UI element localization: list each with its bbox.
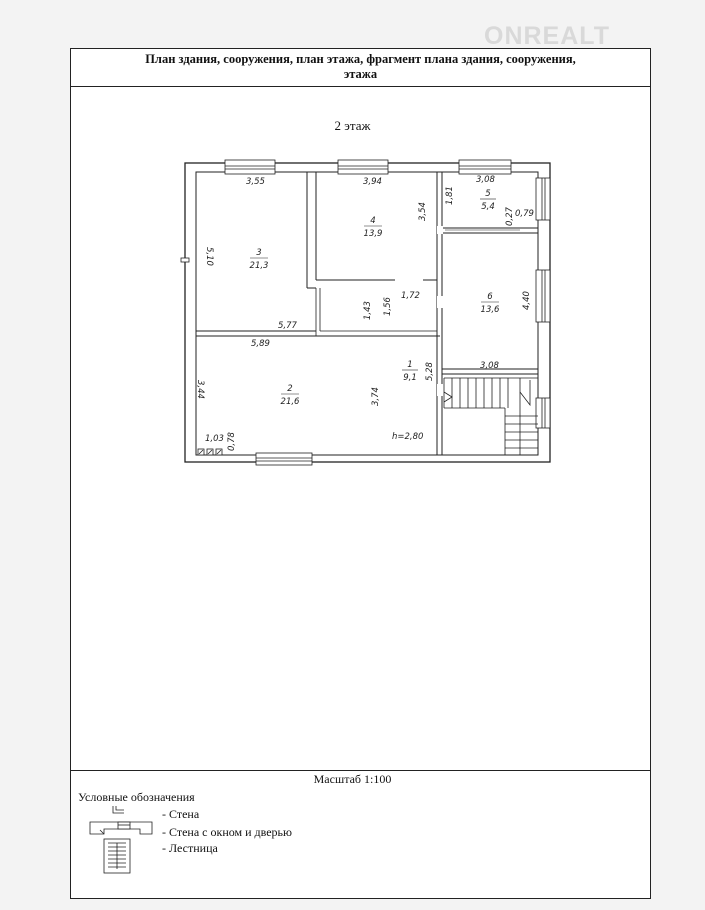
dim-3-74: 3,74 — [371, 387, 381, 406]
window-top-3 — [459, 160, 511, 174]
window-right-3 — [536, 398, 550, 428]
room-1-number: 1 — [407, 360, 413, 370]
room-1-area: 9,1 — [403, 373, 417, 383]
legend-window-wall-label: - Стена с окном и дверью — [162, 825, 292, 839]
dim-3-55: 3,55 — [246, 177, 265, 187]
dim-0-79: 0,79 — [515, 209, 534, 219]
legend-wall-label: - Стена — [162, 807, 200, 821]
room-4-area: 13,9 — [363, 229, 383, 239]
room-4-number: 4 — [370, 216, 376, 226]
dim-3-94: 3,94 — [363, 177, 382, 187]
floor-label: 2 этаж — [334, 118, 371, 133]
dim-1-56: 1,56 — [383, 297, 393, 316]
dim-0-78: 0,78 — [227, 432, 237, 451]
dim-1-81: 1,81 — [445, 186, 455, 205]
window-top-2 — [338, 160, 388, 174]
watermark: ONREALT — [484, 22, 610, 50]
ceiling-height: h=2,80 — [392, 432, 424, 442]
dim-3-44: 3,44 — [195, 380, 205, 399]
partition-walls-left — [196, 172, 440, 336]
dim-3-54: 3,54 — [418, 202, 428, 221]
window-right-2 — [536, 270, 550, 322]
dim-1-03: 1,03 — [205, 434, 224, 444]
window-top-1 — [225, 160, 275, 174]
legend-staircase-icon — [104, 839, 130, 873]
dim-3-08-bottom: 3,08 — [480, 361, 499, 371]
legend-wall-icon — [113, 806, 124, 813]
dim-1-43: 1,43 — [363, 301, 373, 320]
legend-staircase-label: - Лестница — [162, 841, 218, 855]
legend-window-wall-icon — [90, 822, 152, 834]
room-5-area: 5,4 — [481, 202, 495, 212]
dim-5-28: 5,28 — [425, 362, 435, 381]
header-title-line2: этажа — [343, 67, 378, 81]
dim-3-08-top: 3,08 — [476, 175, 495, 185]
staircase — [444, 378, 538, 455]
room-2-number: 2 — [287, 384, 293, 394]
dim-1-72: 1,72 — [401, 291, 420, 301]
wall-mark-left — [181, 258, 189, 262]
room-3-number: 3 — [256, 248, 262, 258]
partition-wall-vertical — [437, 172, 442, 455]
legend-title: Условные обозначения — [78, 790, 195, 804]
footer-divider — [71, 770, 651, 771]
room-6-number: 6 — [487, 292, 493, 302]
window-right-1 — [536, 178, 550, 220]
dim-5-10: 5,10 — [204, 247, 214, 266]
header-title-line1: План здания, сооружения, план этажа, фрагмент плана здания, сооружения, — [145, 52, 576, 66]
dim-5-77: 5,77 — [278, 321, 297, 331]
window-bottom — [256, 453, 312, 465]
scale-label: Масштаб 1:100 — [313, 772, 392, 786]
dim-4-40: 4,40 — [522, 291, 532, 310]
room-2-area: 21,6 — [280, 397, 300, 407]
dim-5-89: 5,89 — [251, 339, 270, 349]
room-3-area: 21,3 — [249, 261, 269, 271]
room-5-number: 5 — [485, 189, 491, 199]
dim-0-27: 0,27 — [505, 207, 515, 226]
utility-markers — [198, 449, 222, 455]
room-6-area: 13,6 — [480, 305, 500, 315]
